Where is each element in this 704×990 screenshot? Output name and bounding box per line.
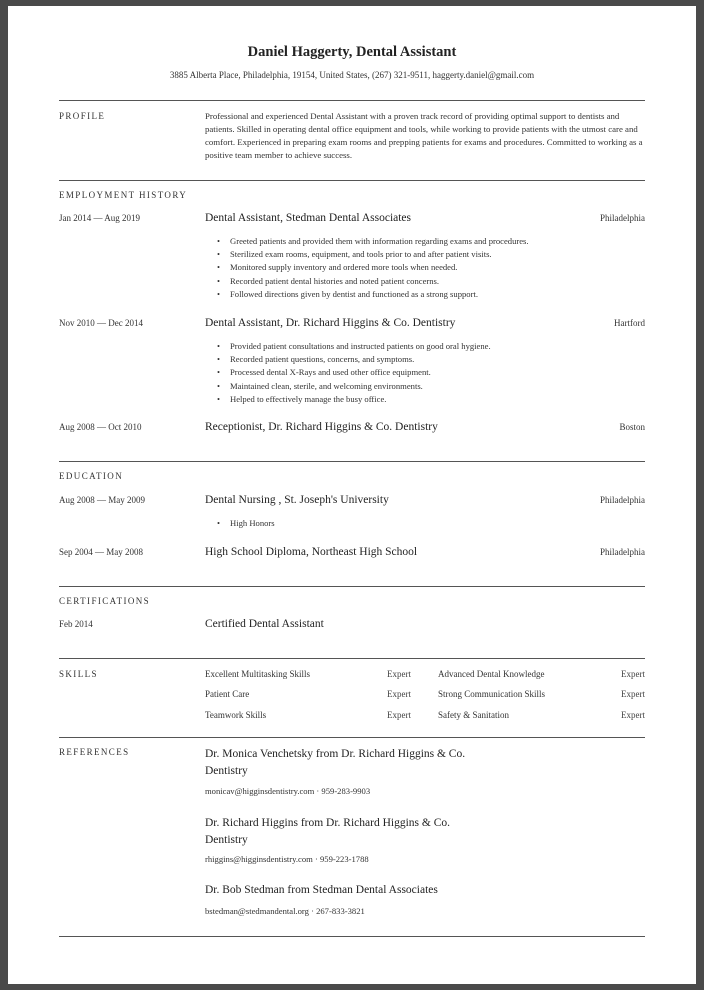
reference-name: Dr. Richard Higgins from Dr. Richard Higgins & Co. Dentistry: [205, 817, 450, 846]
reference-name: Dr. Monica Venchetsky from Dr. Richard Higgins & Co. Dentistry: [205, 748, 466, 777]
bullet-item: • High Honors: [217, 517, 275, 530]
certification-title: Certified Dental Assistant: [205, 618, 324, 630]
section-heading-education: EDUCATION: [59, 471, 124, 481]
reference-contact: rhiggins@higginsdentistry.com · 959-223-1788: [205, 854, 369, 864]
job-title: Dental Assistant, Dr. Richard Higgins & Co. Dentistry: [205, 317, 456, 329]
reference-contact: monicav@higginsdentistry.com · 959-283-9903: [205, 786, 371, 796]
job-bullets: [217, 340, 491, 406]
education-title: High School Diploma, Northeast High School: [205, 546, 418, 558]
profile-text: Professional and experienced Dental Assistant with a proven track record of providing optimal support to dentists and patients. Skilled in operating dental office equipment and tools, while working to provide patients with the utmost care and comfort. Experienced in preparing exam rooms and prepping patients for exams and procedures. Committed to working as a positive team member to achieve success.: [205, 111, 643, 160]
reference-name: Dr. Bob Stedman from Stedman Dental Associates: [205, 884, 438, 896]
section-heading-employment: EMPLOYMENT HISTORY: [59, 190, 188, 200]
skill-name: Strong Communication Skills: [438, 689, 546, 699]
education-bullets: [217, 517, 275, 530]
job-city: Philadelphia: [600, 213, 645, 223]
skill-level: Expert: [387, 689, 411, 699]
skill-level: Expert: [387, 710, 411, 720]
skill-name: Patient Care: [205, 689, 250, 699]
job-city: Boston: [619, 422, 645, 432]
job-dates: Aug 2008 — Oct 2010: [59, 422, 142, 432]
job-title: Dental Assistant, Stedman Dental Associates: [205, 212, 412, 224]
skill-level: Expert: [621, 689, 645, 699]
bullet-item: • Recorded patient dental histories and noted patient concerns.: [217, 275, 529, 288]
certification-date: Feb 2014: [59, 619, 93, 629]
contact-line: 3885 Alberta Place, Philadelphia, 19154, United States, (267) 321-9511, haggerty.daniel@gmail.com: [169, 70, 535, 80]
bullet-item: • Provided patient consultations and instructed patients on good oral hygiene.: [217, 340, 491, 353]
bullet-item: • Processed dental X-Rays and used other office equipment.: [217, 366, 491, 379]
job-dates: Nov 2010 — Dec 2014: [59, 318, 143, 328]
reference-contact: bstedman@stedmandental.org · 267-833-3821: [205, 906, 365, 916]
divider: [59, 658, 645, 659]
education-city: Philadelphia: [600, 495, 645, 505]
divider: [59, 737, 645, 738]
bullet-item: • Helped to effectively manage the busy office.: [217, 393, 491, 406]
skill-level: Expert: [387, 669, 411, 679]
skill-name: Teamwork Skills: [205, 710, 267, 720]
job-title: Receptionist, Dr. Richard Higgins & Co. Dentistry: [205, 421, 438, 433]
section-heading-references: REFERENCES: [59, 747, 130, 757]
skill-level: Expert: [621, 710, 645, 720]
bullet-item: • Greeted patients and provided them with information regarding exams and procedures.: [217, 235, 529, 248]
education-dates: Aug 2008 — May 2009: [59, 495, 145, 505]
skill-name: Safety & Sanitation: [438, 710, 509, 720]
education-title: Dental Nursing , St. Joseph's University: [205, 494, 389, 506]
skill-name: Excellent Multitasking Skills: [205, 669, 310, 679]
divider: [59, 180, 645, 181]
skill-name: Advanced Dental Knowledge: [438, 669, 545, 679]
education-dates: Sep 2004 — May 2008: [59, 547, 143, 557]
resume-page: [8, 6, 696, 984]
divider: [59, 100, 645, 101]
job-bullets: [217, 235, 529, 301]
divider: [59, 461, 645, 462]
section-heading-certifications: CERTIFICATIONS: [59, 596, 151, 606]
bullet-item: • Sterilized exam rooms, equipment, and tools prior to and after patient visits.: [217, 248, 529, 261]
bullet-item: • Maintained clean, sterile, and welcoming environments.: [217, 380, 491, 393]
divider: [59, 936, 645, 937]
divider: [59, 586, 645, 587]
bullet-item: • Followed directions given by dentist and functioned as a strong support.: [217, 288, 529, 301]
education-city: Philadelphia: [600, 547, 645, 557]
bullet-item: • Monitored supply inventory and ordered more tools when needed.: [217, 261, 529, 274]
resume-name: Daniel Haggerty, Dental Assistant: [247, 44, 457, 60]
job-dates: Jan 2014 — Aug 2019: [59, 213, 140, 223]
bullet-item: • Recorded patient questions, concerns, and symptoms.: [217, 353, 491, 366]
skill-level: Expert: [621, 669, 645, 679]
section-heading-profile: PROFILE: [59, 111, 106, 121]
job-city: Hartford: [614, 318, 645, 328]
section-heading-skills: SKILLS: [59, 669, 98, 679]
